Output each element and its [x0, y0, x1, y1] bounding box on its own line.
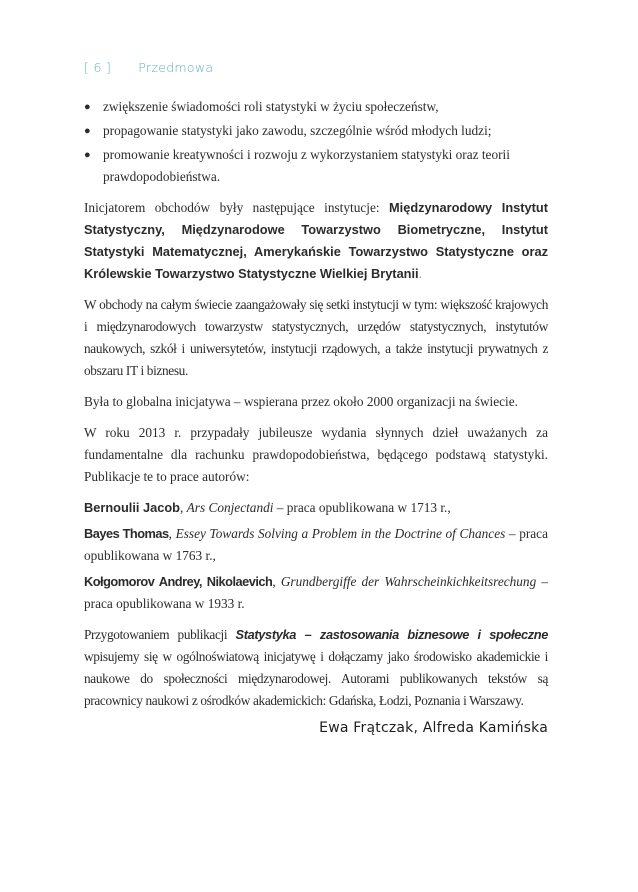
- closing-lead: Przygotowaniem publikacji: [84, 627, 236, 642]
- publication-author: Bayes Thomas: [84, 526, 169, 541]
- bullet-icon: ●: [84, 101, 91, 113]
- publication-author: Kołgomorov Andrey, Nikolaevich: [84, 574, 273, 589]
- initiators-institutions: Międzynarodowy Instytut Statystyczny, Międzynarodowe Towarzystwo Biometryczne, Instytut Statystyki Matematycznej, Amerykańskie Towarzystwo Statystyczne oraz Królewskie Towarzystwo Statystyczne Wielkiej Brytanii: [84, 200, 548, 281]
- list-item-text: propagowanie statystyki jako zawodu, szczególnie wśród młodych ludzi;: [103, 123, 492, 138]
- publication-note: – praca opublikowana w 1713 r.,: [273, 500, 451, 515]
- goals-list: [84, 96, 548, 188]
- section-title: Przedmowa: [138, 60, 214, 75]
- initiators-period: .: [418, 266, 422, 281]
- publication-title: Ars Conjectandi: [186, 500, 274, 515]
- global-paragraph: Była to globalna inicjatywa – wspierana przez około 2000 organizacji na świecie.: [84, 394, 518, 409]
- running-header: [84, 60, 548, 75]
- initiators-paragraph: [84, 197, 548, 285]
- publication-title: Grundbergiffe der Wahrscheinkichkeitsrechung: [280, 574, 537, 589]
- signature: Ewa Frątczak, Alfreda Kamińska: [319, 720, 548, 736]
- list-item: [84, 120, 548, 142]
- initiators-lead: Inicjatorem obchodów były następujące instytucje:: [84, 200, 389, 215]
- closing-text: wpisujemy się w ogólnoświatową inicjatywę i dołączamy jako środowisko akademickie i naukowe do społeczności międzynarodowej. Autorami publikowanych tekstów są pracownicy naukowi z ośrodków akademickich: Gdańska, Łodzi, Poznania i Warszawy.: [84, 649, 548, 708]
- publication-author: Bernoulii Jacob: [84, 500, 180, 515]
- publication-note: – praca opublikowana w 1933 r.: [84, 574, 548, 611]
- anniversary-paragraph: W roku 2013 r. przypadały jubileusze wydania słynnych dzieł uważanych za fundamentalne dla rachunku prawdopodobieństwa, będącego podstawą statystyki. Publikacje te to prace autorów:: [84, 425, 548, 484]
- publication-entry: Kołgomorov Andrey, Nikolaevich, Grundbergiffe der Wahrscheinkichkeitsrechung – praca opublikowana w 1933 r.: [84, 574, 548, 611]
- closing-book-title: Statystyka – zastosowania biznesowe i społeczne: [235, 627, 549, 642]
- closing-paragraph: [84, 624, 548, 712]
- worldwide-paragraph: W obchody na całym świecie zaangażowały się setki instytucji w tym: większość krajowych i międzynarodowych towarzystw statystycznych, urzędów statystycznych, instytutów naukowych, szkół i uniwersytetów, instytucji rządowych, a także instytucji prywatnych z obszaru IT i biznesu.: [84, 297, 548, 378]
- page-number: [ 6 ]: [84, 60, 112, 75]
- publication-entry: Bayes Thomas, Essey Towards Solving a Problem in the Doctrine of Chances – praca opublikowana w 1763 r.,: [84, 526, 548, 563]
- bullet-icon: ●: [84, 149, 91, 161]
- document-page: [84, 60, 548, 721]
- list-item: [84, 144, 548, 188]
- publication-title: Essey Towards Solving a Problem in the Doctrine of Chances: [175, 526, 506, 541]
- bullet-icon: ●: [84, 125, 91, 137]
- list-item-text: promowanie kreatywności i rozwoju z wykorzystaniem statystyki oraz teorii prawdopodobieństwa.: [103, 147, 510, 184]
- publication-note: – praca opublikowana w 1763 r.,: [84, 526, 548, 563]
- publication-entry: Bernoulii Jacob, Ars Conjectandi – praca opublikowana w 1713 r.,: [84, 500, 451, 515]
- list-item-text: zwiększenie świadomości roli statystyki w życiu społeczeństw,: [103, 99, 439, 114]
- list-item: [84, 96, 548, 118]
